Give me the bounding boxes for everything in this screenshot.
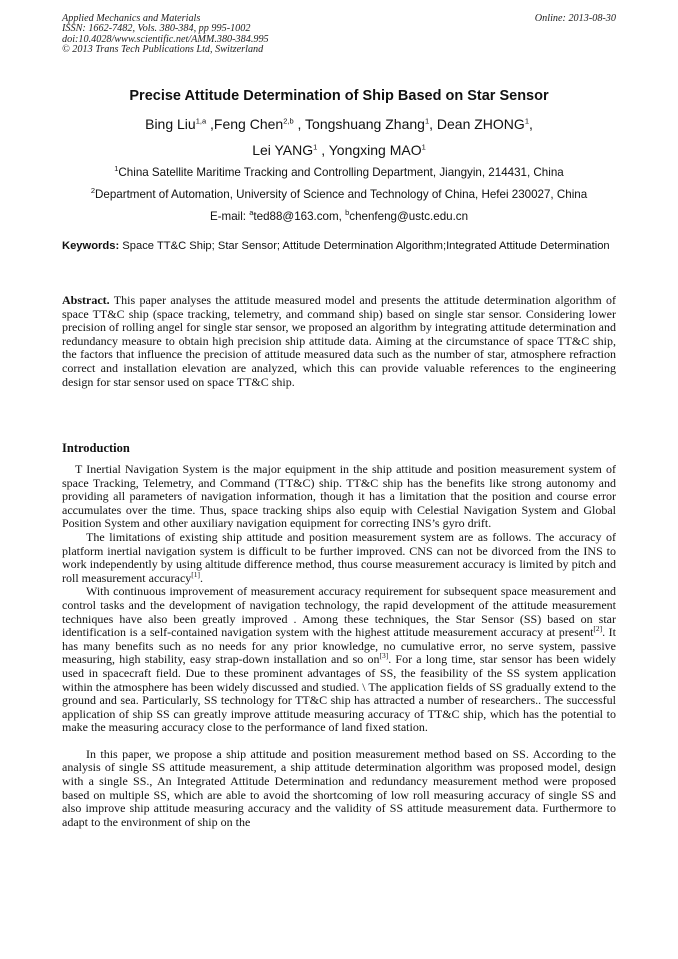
email-label: E-mail: (209, 210, 250, 223)
abstract-text: This paper analyses the attitude measured model and presents the attitude determination algorithm of space TT&C ship (space tracking, telemetry, and command ship) based on single star sensor. Considering lower precision of rolling angel for single star sensor, we proposed an algorithm by integrating attitude determination and redundancy measure to obtain high precision ship attitude data. Aiming at the circumstance of space TT&C ship, the factors that influence the precision of attitude measured data such as the number of star, atmosphere refraction correct and installation elevation are analyzed, which this can provide valuable references to the engineering design for star sensor used on space TT&C ship. (62, 293, 616, 389)
keywords (62, 240, 616, 254)
email-sup: a (249, 208, 254, 218)
author-name: Bing Liu (145, 116, 196, 132)
author-name: ,Feng Chen (206, 116, 284, 132)
issn-line: ISSN: 1662-7482, Vols. 380-384, pp 995-1002 (62, 23, 251, 35)
author-sup: 1 (421, 142, 426, 152)
keywords-text: Space TT&C Ship; Star Sensor; Attitude Determination Algorithm;Integrated Attitude Determination (119, 240, 610, 252)
paragraph-text: With continuous improvement of measurement accuracy requirement for subsequent space measurement and control tasks and the development of navigation technology, the rapid development of the attitude measurement techniques have also been greatly improved . Among these techniques, the Star Sensor (SS) based on star identification is a self-contained navigation system with the highest attitude measurement accuracy at present (62, 584, 616, 640)
affiliation-1 (40, 166, 638, 179)
paragraph (62, 585, 616, 735)
author-sup: 1 (424, 116, 430, 126)
abstract (62, 294, 616, 389)
paragraph-text: . (200, 570, 204, 585)
paragraph-text: . For a long time, star sensor has been widely used in spacecraft field. Due to these prominent advantages of SS, the feasibility of the SS system application within the atmosphere has been widely discussed and studied. \ The application fields of SS gradually extend to the ground and sea. Particularly, SS technology for TT&C ship has attracted a number of researchers.. The successful application of ship SS can greatly improve attitude measuring accuracy of TT&C ship, which has the potential to make the measuring accuracy close to the performance of land fixed station. (62, 652, 616, 735)
author-sup: 1,a (195, 116, 207, 126)
introduction-body (62, 463, 616, 829)
copyright-line: © 2013 Trans Tech Publications Ltd, Switzerland (62, 44, 264, 56)
affiliation-2 (40, 188, 638, 201)
author-sep: , (528, 116, 533, 132)
paragraph-text: . It has many benefits such as no needs for any prior knowledge, no cumulative error, no serve system, passive measuring, high stability, easy strap-down installation and so on (62, 625, 616, 667)
abstract-label: Abstract. (62, 293, 110, 307)
author-sup: 1 (524, 116, 529, 126)
journal-name: Applied Mechanics and Materials (62, 13, 201, 24)
author-sup: 1 (313, 142, 318, 152)
paper-title: Precise Attitude Determination of Ship Based on Star Sensor (129, 88, 549, 104)
email-address: chenfeng@ustc.edu.cn (349, 210, 469, 223)
paragraph: In this paper, we propose a ship attitude and position measurement method based on SS. According to the analysis of single SS attitude measurement, a ship attitude determination algorithm was proposed model, design with a single SS., An Integrated Attitude Determination and redundancy measurement method were proposed based on multiple SS, which are able to avoid the shortcoming of low roll measuring accuracy of single SS and also improve ship attitude measuring accuracy and the validity of SS attitude measurement data. Furthermore to adapt to the environment of ship on the (62, 746, 616, 829)
affiliation-text: China Satellite Maritime Tracking and Controlling Department, Jiangyin, 214431, China (118, 166, 564, 179)
author-line-2 (62, 142, 616, 158)
citation: [2] (593, 624, 603, 634)
paragraph (62, 531, 616, 585)
email-sup: b (345, 208, 350, 218)
author-name: , Dean ZHONG (429, 116, 525, 132)
affiliation-text: Department of Automation, University of Science and Technology of China, Hefei 230027, China (95, 188, 588, 201)
citation: [3] (379, 651, 389, 661)
affiliation-sup: 1 (114, 164, 119, 174)
affiliation-sup: 2 (90, 186, 95, 196)
email-line (40, 210, 638, 223)
email-address: ted88@163.com, (253, 210, 346, 223)
keywords-label: Keywords: (62, 240, 120, 252)
author-sup: 2,b (283, 116, 294, 126)
author-name: Lei YANG (252, 142, 314, 158)
paragraph-text: The limitations of existing ship attitude and position measurement system are as follows. The accuracy of platform inertial navigation system is difficult to be further improved. CNS can not be divorced from the INS to work independently by using altitude difference method, thus course measurement accuracy is limited by pitch and roll measurement accuracy (62, 529, 616, 585)
doi-line: doi:10.4028/www.scientific.net/AMM.380-384.995 (62, 33, 269, 45)
section-heading-introduction: Introduction (62, 441, 130, 455)
author-name: , Yongxing MAO (317, 142, 422, 158)
paragraph: T Inertial Navigation System is the major equipment in the ship attitude and position measurement system of space Tracking, Telemetry, and Command (TT&C) ship. TT&C ship has the benefits like strong autonomy and providing all parameters of navigation information, though it has a limitation that the position and course error accumulates over the time. Thus, space tracking ships also equip with Celestial Navigation System and Global Position System and other auxiliary navigation equipment for correcting INS’s gyro drift. (62, 462, 616, 531)
online-date: Online: 2013-08-30 (534, 13, 616, 24)
journal-header (62, 14, 616, 56)
citation: [1] (191, 569, 201, 579)
author-name: , Tongshuang Zhang (293, 116, 425, 132)
author-line-1 (62, 116, 616, 132)
